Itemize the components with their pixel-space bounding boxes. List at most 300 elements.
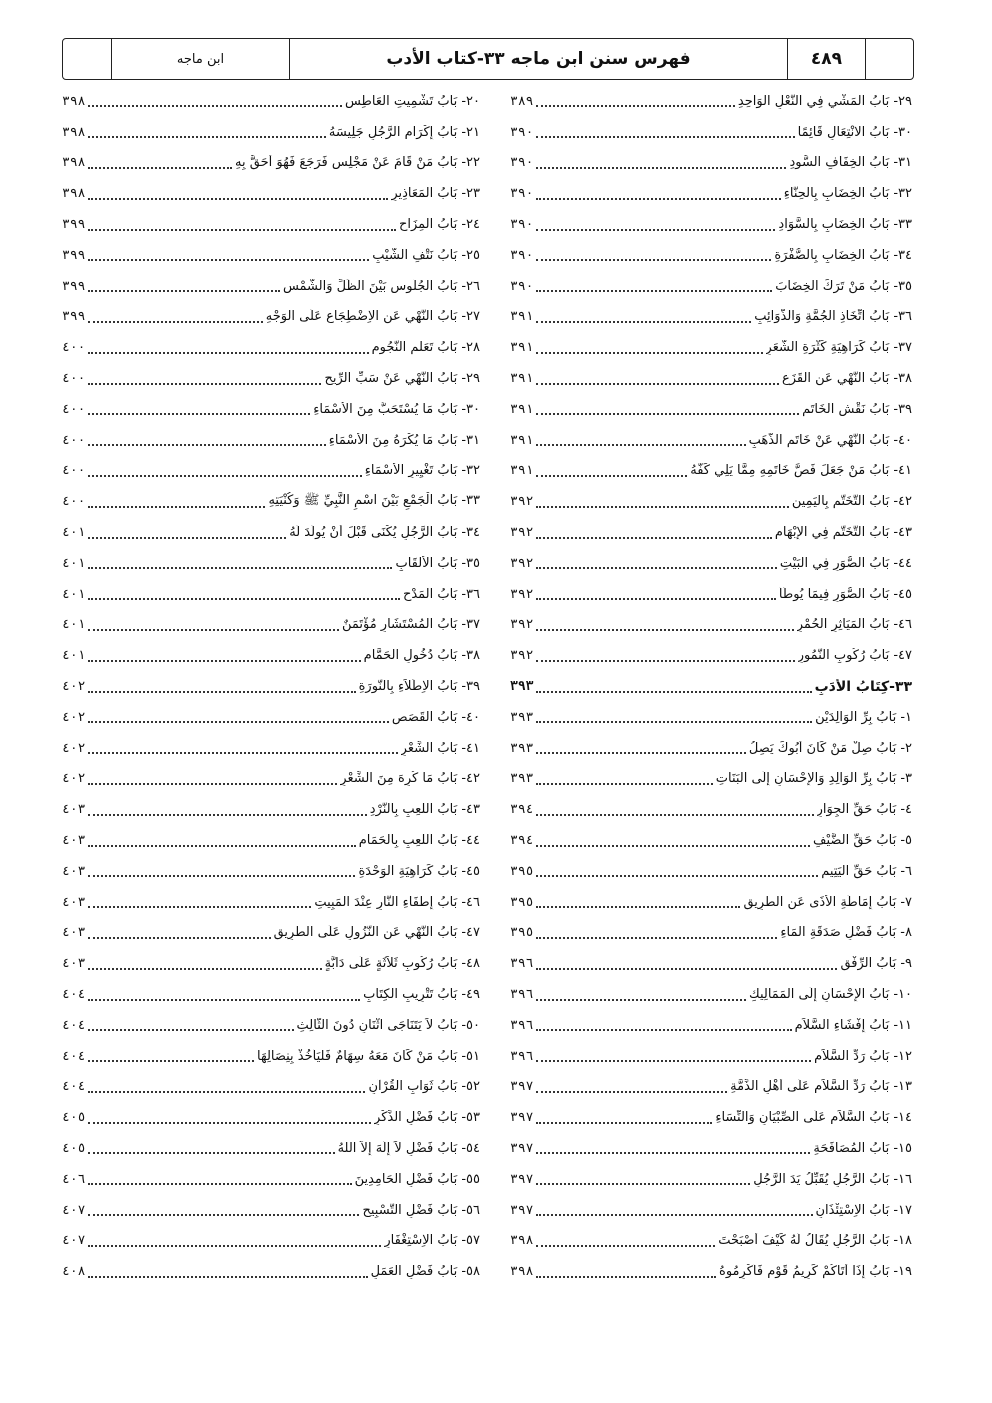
entry-title: ٤- بَابُ حَقِّ الْجِوَارِ — [816, 802, 912, 818]
index-entry — [62, 610, 480, 641]
dot-leader — [88, 721, 388, 723]
entry-title: ٢٨- بَابُ تَعَلُّمِ النُّجُومِ — [371, 340, 480, 356]
entry-page-number: ٣٩٠ — [510, 217, 534, 233]
entry-page-number: ٤٠٢ — [62, 771, 86, 787]
index-entry — [510, 979, 912, 1010]
dot-leader — [536, 567, 776, 569]
entry-title: ٤٥- بَابُ الصُّوَرِ فِيمَا يُوطَأُ — [778, 586, 912, 602]
entry-title: ٢٤- بَابُ الْمِزَاحِ — [398, 217, 480, 233]
entry-page-number: ٣٩٠ — [510, 278, 534, 294]
index-entry — [62, 794, 480, 825]
entry-page-number: ٤٠٤ — [62, 987, 86, 1002]
index-entry — [510, 271, 912, 302]
index-entry — [62, 1102, 480, 1133]
entry-page-number: ٣٩١ — [510, 463, 534, 479]
entry-title: ٢٩- بَابُ الْمَشْيِ فِي النَّعْلِ الْوَاحِدِ — [737, 93, 912, 109]
entry-title: ٢٢- بَابُ مَنْ قَامَ عَنْ مَجْلِسٍ فَرَجَعَ فَهُوَ أَحَقُّ بِهِ — [235, 155, 480, 171]
entry-page-number: ٣٩٨ — [62, 186, 86, 202]
dot-leader — [536, 598, 775, 600]
entry-title: ٣٢- بَابُ الْخِضَابِ بِالْحِنَّاءِ — [783, 186, 912, 202]
entry-title: ٥٧- بَابُ الاِسْتِغْفَارِ — [384, 1233, 480, 1249]
entry-title: ٤٨- بَابُ رُكُوبِ ثَلاَثَةٍ عَلَى دَابَّةٍ — [324, 956, 480, 972]
index-entry — [62, 240, 480, 271]
index-column-right — [510, 86, 912, 1287]
entry-page-number: ٣٩٨ — [62, 155, 86, 171]
entry-title: ٢- بَابُ صِلْ مَنْ كَانَ أَبُوكَ يَصِلُ — [748, 740, 912, 756]
index-entry — [62, 271, 480, 302]
dot-leader — [88, 937, 270, 939]
index-entry — [62, 548, 480, 579]
entry-title: ٤٦- بَابُ الْمَيَاثِرِ الْحُمْرِ — [796, 617, 912, 633]
index-entry — [62, 302, 480, 333]
dot-leader — [536, 1276, 716, 1278]
index-entry — [62, 1195, 480, 1226]
dot-leader — [88, 1060, 254, 1062]
index-entry — [510, 918, 912, 949]
entry-title: ٤١- بَابُ الشِّعْرِ — [400, 740, 480, 756]
dot-leader — [536, 506, 788, 508]
index-entry — [62, 148, 480, 179]
dot-leader — [536, 1029, 791, 1031]
index-entry — [510, 1133, 912, 1164]
dot-leader — [88, 875, 355, 877]
header-page-number: ٤٨٩ — [787, 39, 865, 79]
dot-leader — [88, 999, 360, 1001]
index-entry — [510, 148, 912, 179]
entry-title: ١- بَابُ بِرِّ الْوَالِدَيْنِ — [815, 709, 912, 725]
entry-page-number: ٣٩٠ — [510, 186, 534, 202]
entry-title: ٢٥- بَابُ نَتْفِ الشَّيْبِ — [372, 247, 480, 263]
entry-title: ١٤- بَابُ السَّلاَمِ عَلَى الصِّبْيَانِ وَالنِّسَاءِ — [715, 1110, 912, 1126]
dot-leader — [88, 814, 366, 816]
entry-page-number: ٣٩٩ — [62, 309, 86, 325]
entry-page-number: ٣٩٠ — [510, 124, 534, 140]
entry-title: ٣٧- بَابُ الْمُسْتَشَارِ مُؤْتَمَنٌ — [341, 617, 480, 633]
index-entry — [510, 517, 912, 548]
dot-leader — [88, 352, 368, 354]
entry-page-number: ٣٩٦ — [510, 1017, 534, 1033]
dot-leader — [536, 845, 810, 847]
dot-leader — [88, 691, 355, 693]
dot-leader — [536, 968, 837, 970]
index-entry — [510, 178, 912, 209]
entry-title: ٣٣- بَابُ الْجَمْعِ بَيْنَ اسْمِ النَّبِيِّ ﷺ وَكُنْيَتِهِ — [268, 493, 480, 509]
entry-title: ٩- بَابُ الرِّفْقِ — [840, 956, 912, 972]
entry-title: ٤٩- بَابُ تَتْرِيبِ الْكِتَابِ — [363, 987, 480, 1002]
entry-page-number: ٤٠٠ — [62, 340, 86, 356]
index-entry — [510, 579, 912, 610]
entry-page-number: ٣٩١ — [510, 432, 534, 448]
entry-title: ٥- بَابُ حَقِّ الضَّيْفِ — [813, 833, 912, 849]
index-entry — [62, 117, 480, 148]
entry-page-number: ٣٩١ — [510, 401, 534, 417]
index-entry — [510, 1256, 912, 1287]
dot-leader — [536, 906, 740, 908]
entry-title: ٦- بَابُ حَقِّ الْيَتِيمِ — [821, 863, 912, 879]
entry-title: ٥٢- بَابُ ثَوَابِ الْقُرْآنِ — [368, 1079, 480, 1095]
index-entry — [510, 733, 912, 764]
entry-title: ٥٦- بَابُ فَضْلِ التَّسْبِيحِ — [362, 1202, 480, 1218]
entry-page-number: ٣٩٨ — [510, 1233, 534, 1249]
entry-title: ٣٤- بَابُ الرَّجُلِ يُكْنَى قَبْلَ أَنْ يُولَدَ لَهُ — [289, 525, 480, 541]
dot-leader — [88, 906, 311, 908]
dot-leader — [536, 875, 818, 877]
entry-page-number: ٣٩٧ — [510, 1110, 534, 1126]
dot-leader — [536, 259, 771, 261]
entry-title: ٥١- بَابُ مَنْ كَانَ مَعَهُ سِهَامٌ فَلْيَأْخُذْ بِنِصَالِهَا — [256, 1048, 480, 1064]
entry-title: ٤١- بَابُ مَنْ جَعَلَ فَصَّ خَاتَمِهِ مِمَّا يَلِي كَفَّهُ — [690, 463, 912, 479]
dot-leader — [88, 567, 392, 569]
entry-page-number: ٤٠١ — [62, 525, 86, 541]
index-entry — [510, 1102, 912, 1133]
entry-title: ٣٠- بَابُ مَا يُسْتَحَبُّ مِنَ الأَسْمَاءِ — [313, 401, 480, 417]
entry-page-number: ٣٩٩ — [62, 278, 86, 294]
entry-title: ٢٩- بَابُ النَّهْيِ عَنْ سَبِّ الرِّيحِ — [324, 371, 480, 387]
entry-page-number: ٤٠٤ — [62, 1079, 86, 1095]
entry-page-number: ٣٩٦ — [510, 987, 534, 1002]
entry-page-number: ٣٩١ — [510, 371, 534, 387]
entry-page-number: ٣٩٢ — [510, 525, 534, 541]
dot-leader — [88, 1122, 371, 1124]
index-entry — [510, 640, 912, 671]
entry-page-number: ٤٠٧ — [62, 1233, 86, 1249]
entry-title: ١٩- بَابُ إِذَا أَتَاكُمْ كَرِيمُ قَوْمٍ فَأَكْرِمُوهُ — [719, 1264, 912, 1280]
dot-leader — [536, 229, 775, 231]
dot-leader — [88, 413, 310, 415]
dot-leader — [536, 1122, 712, 1124]
entry-page-number: ٤٠٠ — [62, 401, 86, 417]
page-header — [62, 38, 914, 80]
dot-leader — [88, 1091, 365, 1093]
entry-page-number: ٣٩٥ — [510, 863, 534, 879]
entry-title: ١٢- بَابُ رَدِّ السَّلاَمِ — [814, 1048, 912, 1064]
dot-leader — [536, 413, 799, 415]
entry-title: ٣١- بَابُ الْخِفَافِ السُّودِ — [789, 155, 912, 171]
entry-title: ٥٤- بَابُ فَضْلِ لاَ إِلَهَ إِلاَّ اللَّهُ — [337, 1140, 480, 1156]
index-entry — [62, 1133, 480, 1164]
index-column-left — [62, 86, 480, 1287]
entry-title: ٣٦- بَابُ اتِّخَاذِ الْجُمَّةِ وَالذَّوَائِبِ — [754, 309, 912, 325]
index-entry — [62, 209, 480, 240]
entry-page-number: ٤٠٥ — [62, 1110, 86, 1126]
entry-page-number: ٣٩٦ — [510, 956, 534, 972]
entry-page-number: ٤٠٣ — [62, 894, 86, 910]
dot-leader — [88, 783, 337, 785]
entry-page-number: ٣٨٩ — [510, 93, 534, 109]
entry-page-number: ٤٠٠ — [62, 494, 86, 510]
index-entry — [510, 764, 912, 795]
entry-title: ٥٥- بَابُ فَضْلِ الْحَامِدِينَ — [354, 1171, 480, 1187]
entry-page-number: ٣٩١ — [510, 309, 534, 325]
dot-leader — [536, 383, 778, 385]
entry-title: ٤٦- بَابُ إِطْفَاءِ النَّارِ عِنْدَ الْمَبِيتِ — [314, 894, 480, 910]
dot-leader — [88, 444, 325, 446]
entry-page-number: ٤٠١ — [62, 586, 86, 602]
entry-page-number: ٤٠٣ — [62, 863, 86, 879]
entry-title: ٣٩- بَابُ نَقْشِ الْخَاتَمِ — [802, 401, 912, 417]
index-entry — [62, 733, 480, 764]
dot-leader — [88, 537, 286, 539]
entry-title: ١٨- بَابُ الرَّجُلِ يُقَالُ لَهُ كَيْفَ أَصْبَحْتَ — [718, 1233, 912, 1249]
dot-leader — [536, 752, 745, 754]
index-entry — [62, 178, 480, 209]
dot-leader — [536, 783, 712, 785]
entry-page-number: ٣٩٢ — [510, 648, 534, 664]
entry-title: ٤٤- بَابُ اللَّعِبِ بِالْحَمَامِ — [358, 833, 480, 849]
dot-leader — [536, 1245, 715, 1247]
entry-page-number: ٤٠٠ — [62, 463, 86, 479]
dot-leader — [536, 290, 772, 292]
entry-title: ٤٠- بَابُ النَّهْيِ عَنْ خَاتَمِ الذَّهَبِ — [748, 432, 912, 448]
index-entry — [510, 117, 912, 148]
entry-page-number: ٤٠٠ — [62, 432, 86, 448]
index-entry — [62, 764, 480, 795]
index-entry — [510, 702, 912, 733]
index-entry — [510, 825, 912, 856]
entry-page-number: ٣٩٦ — [510, 1048, 534, 1064]
entry-page-number: ٤٠١ — [62, 648, 86, 664]
entry-page-number: ٤٠٣ — [62, 833, 86, 849]
entry-title: ٣- بَابُ بِرِّ الْوَالِدِ وَالإِحْسَانِ إِلَى الْبَنَاتِ — [715, 771, 912, 787]
index-entry — [510, 486, 912, 517]
entry-page-number: ٣٩٢ — [510, 586, 534, 602]
entry-page-number: ٣٩٥ — [510, 925, 534, 941]
entry-title: ١٥- بَابُ الْمُصَافَحَةِ — [813, 1140, 912, 1156]
entry-page-number: ٤٠٤ — [62, 1048, 86, 1064]
dot-leader — [536, 136, 794, 138]
entry-title: ٣٨- بَابُ النَّهْيِ عَنِ الْقَزَعِ — [781, 371, 912, 387]
entry-page-number: ٣٩٢ — [510, 555, 534, 571]
entry-title: ٥٣- بَابُ فَضْلِ الذِّكْرِ — [374, 1110, 480, 1126]
entry-title: ٢٣- بَابُ الْمَعَاذِيرِ — [391, 186, 480, 202]
dot-leader — [536, 691, 811, 693]
index-entry — [510, 1041, 912, 1072]
entry-page-number: ٣٩٤ — [510, 833, 534, 849]
index-entry — [62, 979, 480, 1010]
entry-page-number: ٣٩٨ — [62, 124, 86, 140]
dot-leader — [88, 259, 369, 261]
dot-leader — [88, 598, 399, 600]
entry-title: ٢١- بَابُ إِكْرَامِ الرَّجُلِ جَلِيسَهُ — [328, 124, 480, 140]
entry-page-number: ٣٩٣ — [510, 709, 534, 725]
entry-page-number: ٣٩٠ — [510, 155, 534, 171]
index-entry — [510, 425, 912, 456]
index-entry — [62, 702, 480, 733]
entry-title: ١١- بَابُ إِفْشَاءِ السَّلاَمِ — [794, 1017, 912, 1033]
dot-leader — [536, 629, 793, 631]
entry-page-number: ٣٩٥ — [510, 894, 534, 910]
dot-leader — [536, 814, 813, 816]
entry-title: ١٦- بَابُ الرَّجُلِ يُقَبِّلُ يَدَ الرَّجُلِ — [753, 1171, 912, 1187]
entry-title: ٤٧- بَابُ رُكُوبِ النُّمُورِ — [797, 648, 912, 664]
dot-leader — [88, 968, 321, 970]
index-entry — [62, 86, 480, 117]
entry-page-number: ٣٩٧ — [510, 1140, 534, 1156]
index-entry — [510, 948, 912, 979]
index-entry — [510, 302, 912, 333]
index-entry — [510, 363, 912, 394]
dot-leader — [88, 475, 361, 477]
entry-page-number: ٤٠٧ — [62, 1202, 86, 1218]
index-entry — [510, 332, 912, 363]
dot-leader — [88, 1245, 381, 1247]
dot-leader — [536, 198, 780, 200]
entry-page-number: ٤٠٥ — [62, 1140, 86, 1156]
entry-page-number: ٤٠٤ — [62, 1017, 86, 1033]
entry-page-number: ٣٩٩ — [62, 217, 86, 233]
entry-page-number: ٣٩١ — [510, 340, 534, 356]
dot-leader — [88, 198, 388, 200]
entry-title: ٢٧- بَابُ النَّهْيِ عَنِ الاِضْطِجَاعِ عَلَى الْوَجْهِ — [265, 309, 480, 325]
dot-leader — [536, 475, 687, 477]
index-entry — [510, 1195, 912, 1226]
index-entry — [510, 86, 912, 117]
entry-page-number: ٤٠٣ — [62, 802, 86, 818]
index-entry — [62, 1225, 480, 1256]
entry-title: ٢٠- بَابُ تَشْمِيتِ الْعَاطِسِ — [344, 93, 480, 109]
entry-page-number: ٤٠١ — [62, 555, 86, 571]
entry-title: ٤٣- بَابُ اللَّعِبِ بِالنَّرْدِ — [369, 802, 480, 818]
entry-page-number: ٣٩٧ — [510, 1079, 534, 1095]
index-entry — [62, 1256, 480, 1287]
dot-leader — [88, 1214, 359, 1216]
dot-leader — [88, 383, 321, 385]
entry-page-number: ٤٠٨ — [62, 1264, 86, 1280]
entry-title: ٣٣-كِتَابُ الأَدَبِ — [814, 678, 912, 695]
dot-leader — [88, 105, 341, 107]
entry-title: ٤٣- بَابُ التَّخَتُّمِ فِي الإِبْهَامِ — [774, 525, 912, 541]
entry-page-number: ٣٩٤ — [510, 802, 534, 818]
index-entry — [62, 887, 480, 918]
dot-leader — [88, 290, 279, 292]
dot-leader — [88, 1152, 334, 1154]
dot-leader — [536, 1183, 750, 1185]
dot-leader — [88, 229, 396, 231]
index-entry — [62, 640, 480, 671]
dot-leader — [536, 321, 751, 323]
entry-page-number: ٤٠٣ — [62, 925, 86, 941]
index-entry — [62, 1164, 480, 1195]
entry-title: ٣٠- بَابُ الانْتِعَالِ قَائِمًا — [797, 124, 912, 140]
dot-leader — [536, 167, 786, 169]
entry-title: ٨- بَابُ فَضْلِ صَدَقَةِ الْمَاءِ — [780, 925, 912, 941]
entry-page-number: ٤٠٢ — [62, 740, 86, 756]
index-entry — [62, 486, 480, 517]
dot-leader — [88, 752, 397, 754]
header-title: فهرس سنن ابن ماجه ٣٣-كتاب الأدب — [289, 39, 787, 79]
index-entry — [62, 918, 480, 949]
entry-page-number: ٤٠٣ — [62, 956, 86, 972]
index-entry — [62, 394, 480, 425]
entry-title: ٧- بَابُ إِمَاطَةِ الأَذَى عَنِ الطَّرِيقِ — [743, 894, 912, 910]
dot-leader — [88, 629, 338, 631]
entry-title: ٣٧- بَابُ كَرَاهِيَةِ كَثْرَةِ الشَّعَرِ — [765, 340, 912, 356]
entry-page-number: ٤٠٢ — [62, 709, 86, 725]
dot-leader — [88, 845, 355, 847]
entry-title: ٤٧- بَابُ النَّهْيِ عَنِ النُّزُولِ عَلَى الطَّرِيقِ — [273, 925, 480, 941]
index-entry — [62, 579, 480, 610]
index-entry — [510, 610, 912, 641]
index-entry — [510, 794, 912, 825]
dot-leader — [536, 999, 746, 1001]
entry-title: ٤٢- بَابُ التَّخَتُّمِ بِالْيَمِينِ — [791, 494, 912, 510]
dot-leader — [88, 167, 232, 169]
dot-leader — [536, 1214, 812, 1216]
entry-page-number: ٣٩٧ — [510, 1171, 534, 1187]
dot-leader — [536, 1060, 811, 1062]
header-empty-cell-right — [865, 39, 913, 79]
index-entry — [62, 1041, 480, 1072]
index-entry — [62, 332, 480, 363]
entry-page-number: ٣٩٣ — [510, 740, 534, 756]
entry-title: ٣٨- بَابُ دُخُولِ الْحَمَّامِ — [363, 648, 480, 664]
entry-page-number: ٣٩٧ — [510, 1202, 534, 1218]
index-entry — [510, 209, 912, 240]
entry-title: ٤٤- بَابُ الصُّوَرِ فِي الْبَيْتِ — [779, 555, 912, 571]
dot-leader — [88, 660, 360, 662]
index-entry — [62, 363, 480, 394]
entry-title: ٣٢- بَابُ تَغْيِيرِ الأَسْمَاءِ — [364, 463, 480, 479]
entry-page-number: ٣٩٠ — [510, 247, 534, 263]
entry-page-number: ٤٠١ — [62, 617, 86, 633]
entry-page-number: ٤٠٦ — [62, 1171, 86, 1187]
dot-leader — [536, 1152, 810, 1154]
index-entry — [510, 548, 912, 579]
index-entry — [62, 456, 480, 487]
index-entry — [62, 517, 480, 548]
dot-leader — [88, 506, 265, 508]
entry-title: ٥٨- بَابُ فَضْلِ الْعَمَلِ — [370, 1264, 480, 1280]
entry-page-number: ٣٩٨ — [62, 93, 86, 109]
entry-page-number: ٣٩٩ — [62, 247, 86, 263]
dot-leader — [536, 1091, 727, 1093]
dot-leader — [536, 352, 762, 354]
entry-page-number: ٣٩٨ — [510, 1264, 534, 1280]
dot-leader — [88, 1183, 351, 1185]
entry-title: ٢٦- بَابُ الْجُلُوسِ بَيْنَ الظِّلِّ وَالشَّمْسِ — [282, 278, 480, 294]
dot-leader — [88, 1276, 367, 1278]
entry-page-number: ٤٠٢ — [62, 679, 86, 695]
index-entry — [62, 1072, 480, 1103]
entry-page-number: ٤٠٠ — [62, 371, 86, 387]
entry-title: ٣١- بَابُ مَا يُكْرَهُ مِنَ الأَسْمَاءِ — [328, 432, 480, 448]
dot-leader — [536, 937, 777, 939]
entry-page-number: ٣٩٢ — [510, 494, 534, 510]
entry-title: ٣٤- بَابُ الْخِضَابِ بِالصُّفْرَةِ — [774, 247, 912, 263]
dot-leader — [536, 105, 734, 107]
dot-leader — [536, 444, 745, 446]
index-entry — [510, 1225, 912, 1256]
index-entry — [62, 671, 480, 702]
index-entry — [510, 856, 912, 887]
entry-page-number: ٣٩٣ — [510, 679, 534, 695]
index-entry — [510, 1164, 912, 1195]
entry-title: ٣٥- بَابُ مَنْ تَرَكَ الْخِضَابَ — [775, 278, 912, 294]
index-entry — [62, 425, 480, 456]
entry-title: ٣٦- بَابُ الْمَدْحِ — [402, 586, 480, 602]
entry-title: ٣٩- بَابُ الاِطِّلاَءِ بِالنُّورَةِ — [358, 679, 480, 695]
entry-title: ١٠- بَابُ الإِحْسَانِ إِلَى الْمَمَالِيكِ — [749, 987, 912, 1002]
index-entry — [510, 456, 912, 487]
index-entry — [62, 856, 480, 887]
index-entry — [510, 394, 912, 425]
dot-leader — [88, 136, 325, 138]
dot-leader — [88, 1029, 293, 1031]
entry-title: ٤٥- بَابُ كَرَاهِيَةِ الْوَحْدَةِ — [358, 863, 480, 879]
dot-leader — [536, 721, 812, 723]
dot-leader — [536, 660, 794, 662]
entry-title: ٤٠- بَابُ الْقَصَصِ — [391, 709, 480, 725]
